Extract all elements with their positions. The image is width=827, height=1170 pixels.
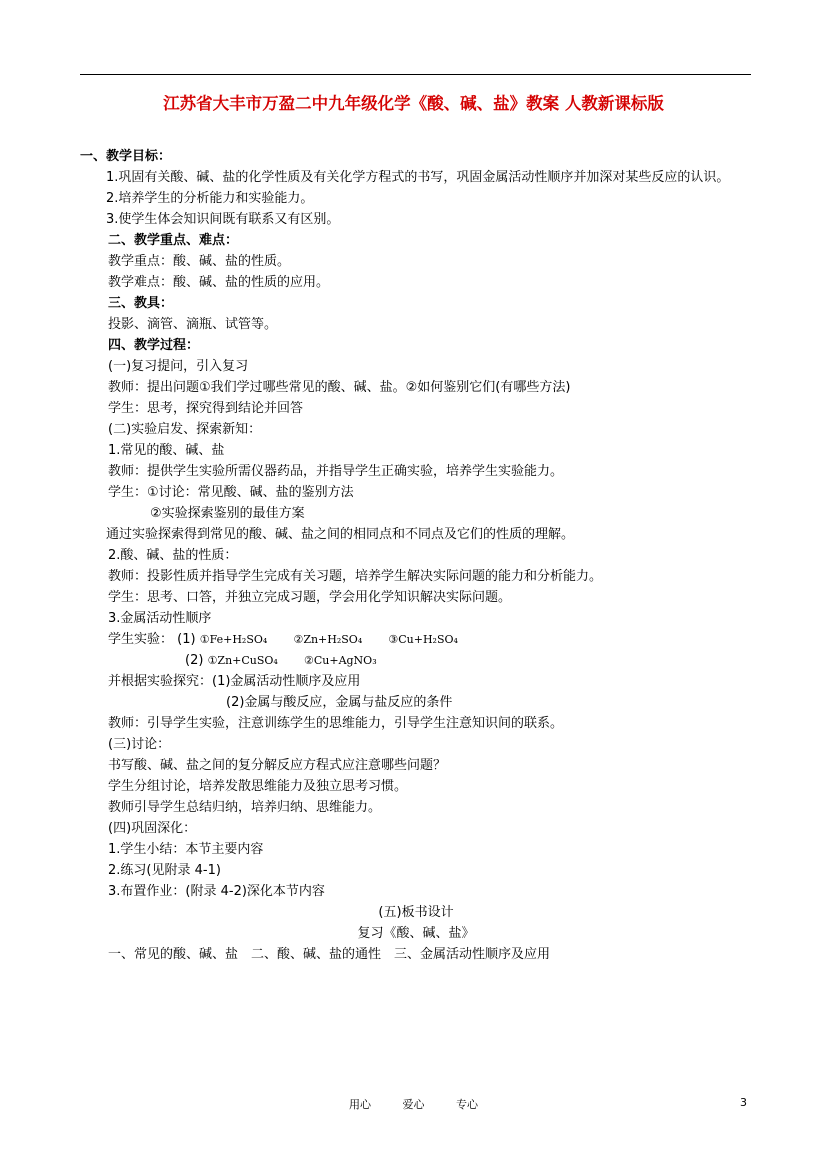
topic-title: 3.金属活动性顺序	[108, 611, 212, 626]
subsection-title: (二)实验启发、探索新知：	[108, 422, 262, 437]
footer-word: 专心	[456, 1098, 478, 1111]
discussion-line: 学生分组讨论，培养发散思维能力及独立思考习惯。	[108, 779, 408, 794]
subsection-title: (三)讨论：	[108, 737, 171, 752]
subsection-title: (四)巩固深化：	[108, 821, 197, 836]
summary-line: 通过实验探索得到常见的酸、碱、盐之间的相同点和不同点及它们的性质的理解。	[106, 527, 575, 542]
document-body	[80, 146, 752, 965]
page-number: 3	[740, 1096, 747, 1109]
section-heading: 三、教具：	[108, 296, 174, 311]
objective-item: 2.培养学生的分析能力和实验能力。	[106, 191, 314, 206]
board-design-outline: 一、常见的酸、碱、盐 二、酸、碱、盐的通性 三、金属活动性顺序及应用	[108, 947, 551, 962]
student-line: 学生：①讨论：常见酸、碱、盐的鉴别方法	[108, 485, 354, 500]
footer-word: 用心	[349, 1098, 371, 1111]
formula: ①Zn+CuSO₄	[207, 654, 278, 667]
teacher-line: 教师：提供学生实验所需仪器药品，并指导学生正确实验，培养学生实验能力。	[108, 464, 564, 479]
discussion-line: 教师引导学生总结归纳，培养归纳、思维能力。	[108, 800, 382, 815]
teacher-line: 教师：提出问题①我们学过哪些常见的酸、碱、盐。②如何鉴别它们(有哪些方法)	[108, 380, 571, 395]
teacher-line: 教师：投影性质并指导学生完成有关习题，培养学生解决实际问题的能力和分析能力。	[108, 569, 603, 584]
teaching-aids: 投影、滴管、滴瓶、试管等。	[108, 317, 278, 332]
discussion-question: 书写酸、碱、盐之间的复分解反应方程式应注意哪些问题？	[108, 758, 447, 773]
consolidation-item: 1.学生小结：本节主要内容	[108, 842, 264, 857]
teacher-line: 教师：引导学生实验，注意训练学生的思维能力，引导学生注意知识间的联系。	[108, 716, 564, 731]
objective-item: 3.使学生体会知识间既有联系又有区别。	[106, 212, 340, 227]
section-heading: 一、教学目标：	[80, 149, 172, 164]
header-rule	[80, 74, 751, 75]
footer-word: 爱心	[402, 1098, 425, 1111]
experiment-label: 学生实验：	[108, 632, 174, 647]
inquiry-line: 并根据实验探究：(1)金属活动性顺序及应用	[108, 674, 361, 689]
formula: ②Cu+AgNO₃	[303, 654, 377, 667]
experiment-group-label: (2)	[185, 653, 204, 668]
consolidation-item: 3.布置作业：(附录 4-2)深化本节内容	[108, 884, 325, 899]
difficult-point: 教学难点：酸、碱、盐的性质的应用。	[108, 275, 330, 290]
formula: ①Fe+H₂SO₄	[199, 633, 268, 646]
inquiry-line: (2)金属与酸反应，金属与盐反应的条件	[226, 695, 453, 710]
board-design-subtitle: 复习《酸、碱、盐》	[357, 926, 475, 941]
consolidation-item: 2.练习(见附录 4-1)	[108, 863, 221, 878]
formula: ③Cu+H₂SO₄	[388, 633, 458, 646]
key-point: 教学重点：酸、碱、盐的性质。	[108, 254, 291, 269]
subsection-title: (一)复习提问，引入复习	[108, 359, 249, 374]
objective-item: 1.巩固有关酸、碱、盐的化学性质及有关化学方程式的书写，巩固金属活动性顺序并加深对某些反应的认识。	[106, 170, 730, 185]
student-line: 学生：思考，探究得到结论并回答	[108, 401, 304, 416]
experiment-group-label: (1)	[177, 632, 196, 647]
section-heading: 二、教学重点、难点：	[108, 233, 239, 248]
board-design-title: (五)板书设计	[378, 905, 454, 920]
topic-title: 2.酸、碱、盐的性质：	[108, 548, 238, 563]
student-line: 学生：思考、口答，并独立完成习题，学会用化学知识解决实际问题。	[108, 590, 512, 605]
experiment-line-1	[80, 629, 752, 650]
topic-title: 1.常见的酸、碱、盐	[108, 443, 225, 458]
experiment-line-2	[80, 650, 752, 671]
section-heading: 四、教学过程：	[108, 338, 200, 353]
student-line: ②实验探索鉴别的最佳方案	[150, 506, 305, 521]
page-footer	[0, 1096, 827, 1112]
document-title: 江苏省大丰市万盈二中九年级化学《酸、碱、盐》教案 人教新课标版	[163, 94, 664, 113]
formula: ②Zn+H₂SO₄	[293, 633, 363, 646]
